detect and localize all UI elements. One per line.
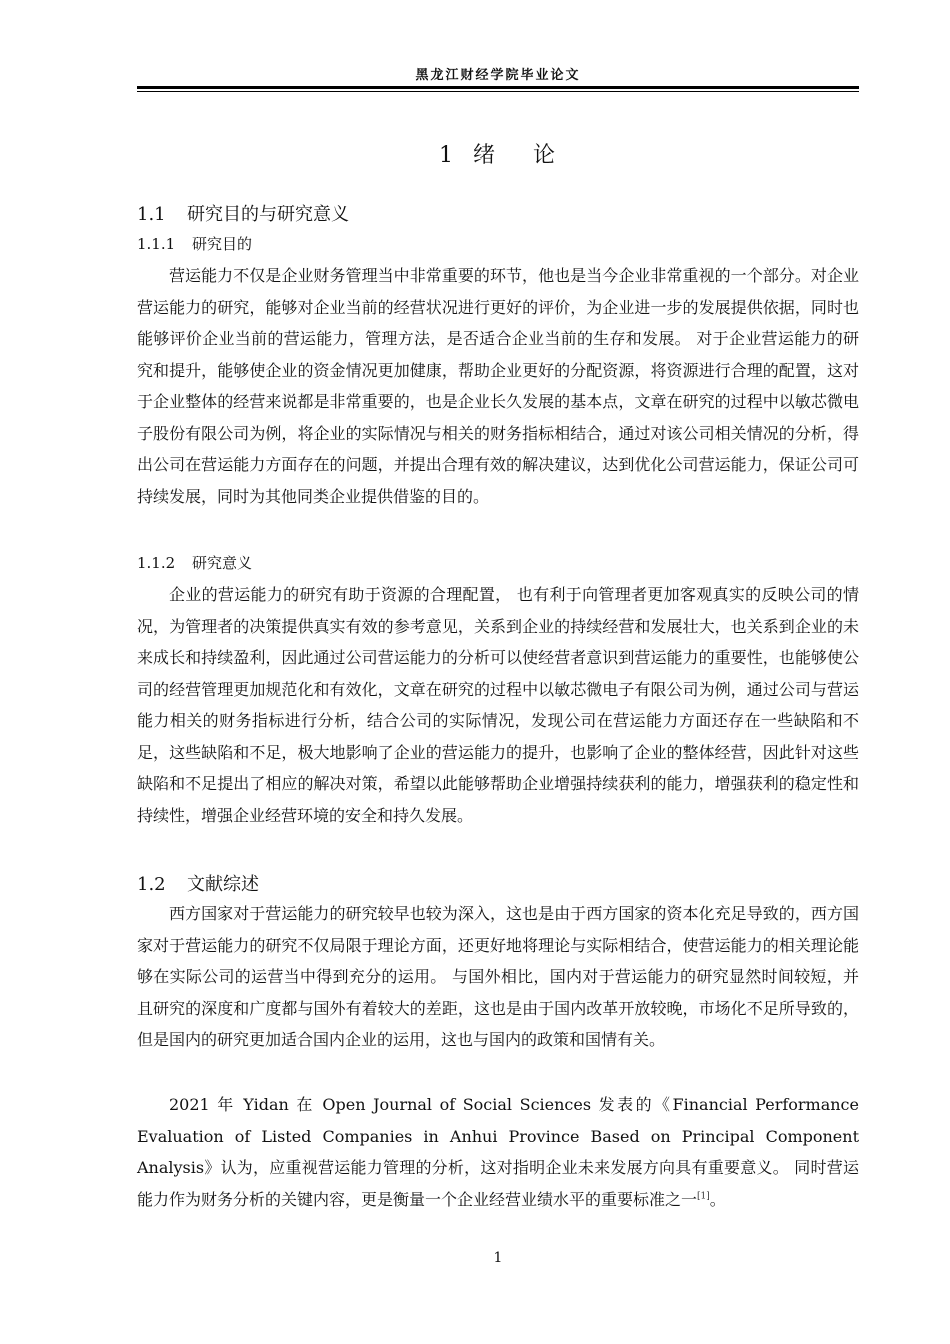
page-number: 1 bbox=[493, 1250, 503, 1266]
subsection-number: 1.1.2 bbox=[137, 554, 176, 572]
subsection-number: 1.1.1 bbox=[137, 235, 176, 253]
section-title: 研究目的与研究意义 bbox=[187, 204, 349, 225]
citation-marker: [1] bbox=[697, 1191, 710, 1202]
chapter-title-char-2: 论 bbox=[533, 143, 558, 168]
paragraph-text: 2021 年 Yidan 在 Open Journal of Social Sciences 发表的《Financial Performance Evaluation of Listed Companies in Anhui Province Based on Principal Component Analysis》认为，应重视营运能力管理的分析，这对指明企业未来发展方向具有重要意义。 同时营运能力作为财务分析的关键内容，更是衡量一个企业经营业绩水平的重要标准之一 bbox=[137, 1095, 859, 1209]
section-title: 文献综述 bbox=[187, 874, 259, 895]
subsection-heading-1-1-1 bbox=[137, 233, 252, 254]
paragraph-research-significance: 企业的营运能力的研究有助于资源的合理配置， 也有利于向管理者更加客观真实的反映公司的情况，为管理者的决策提供真实有效的参考意见，关系到企业的持续经营和发展壮大，也关系到企业的未来成长和持续盈利，因此通过公司营运能力的分析可以使经营者意识到营运能力的重要性，也能够使公司的经营管理更加规范化和有效化，文章在研究的过程中以敏芯微电子有限公司为例，通过公司与营运能力相关的财务指标进行分析，结合公司的实际情况，发现公司在营运能力方面还存在一些缺陷和不足，这些缺陷和不足，极大地影响了企业的营运能力的提升，也影响了企业的整体经营，因此针对这些缺陷和不足提出了相应的解决对策，希望以此能够帮助企业增强持续获利的能力，增强获利的稳定性和持续性，增强企业经营环境的安全和持久发展。 bbox=[137, 585, 859, 825]
page-header: 黑龙江财经学院毕业论文 bbox=[415, 68, 581, 83]
header-rule-thick bbox=[137, 86, 859, 89]
chapter-title bbox=[137, 138, 859, 169]
chapter-number: 1 bbox=[438, 143, 455, 168]
subsection-title: 研究目的 bbox=[192, 235, 253, 253]
header-rule-thin bbox=[137, 91, 859, 92]
paragraph-literature-yidan bbox=[137, 1089, 859, 1215]
subsection-title: 研究意义 bbox=[192, 554, 253, 572]
section-number: 1.1 bbox=[137, 204, 166, 225]
paragraph-end: 。 bbox=[709, 1189, 726, 1209]
chapter-title-char-1: 绪 bbox=[472, 143, 497, 168]
section-heading-1-2 bbox=[137, 870, 259, 896]
section-heading-1-1 bbox=[137, 200, 349, 226]
paragraph-research-purpose: 营运能力不仅是企业财务管理当中非常重要的环节，他也是当今企业非常重视的一个部分。对企业营运能力的研究，能够对企业当前的经营状况进行更好的评价，为企业进一步的发展提供依据，同时也能够评价企业当前的营运能力，管理方法，是否适合企业当前的生存和发展。 对于企业营运能力的研究和提升，能够使企业的资金情况更加健康，帮助企业更好的分配资源，将资源进行合理的配置，这对于企业整体的经营来说都是非常重要的，也是企业长久发展的基本点，文章在研究的过程中以敏芯微电子股份有限公司为例，将企业的实际情况与相关的财务指标相结合，通过对该公司相关情况的分析，得出公司在营运能力方面存在的问题，并提出合理有效的解决建议，达到优化公司营运能力，保证公司可持续发展，同时为其他同类企业提供借鉴的目的。 bbox=[137, 266, 859, 506]
subsection-heading-1-1-2 bbox=[137, 552, 252, 573]
paragraph-literature-review: 西方国家对于营运能力的研究较早也较为深入，这也是由于西方国家的资本化充足导致的，西方国家对于营运能力的研究不仅局限于理论方面，还更好地将理论与实际相结合，使营运能力的相关理论能够在实际公司的运营当中得到充分的运用。 与国外相比，国内对于营运能力的研究显然时间较短，并且研究的深度和广度都与国外有着较大的差距，这也是由于国内改革开放较晚，市场化不足所导致的，但是国内的研究更加适合国内企业的运用，这也与国内的政策和国情有关。 bbox=[137, 904, 859, 1049]
section-number: 1.2 bbox=[137, 874, 166, 895]
